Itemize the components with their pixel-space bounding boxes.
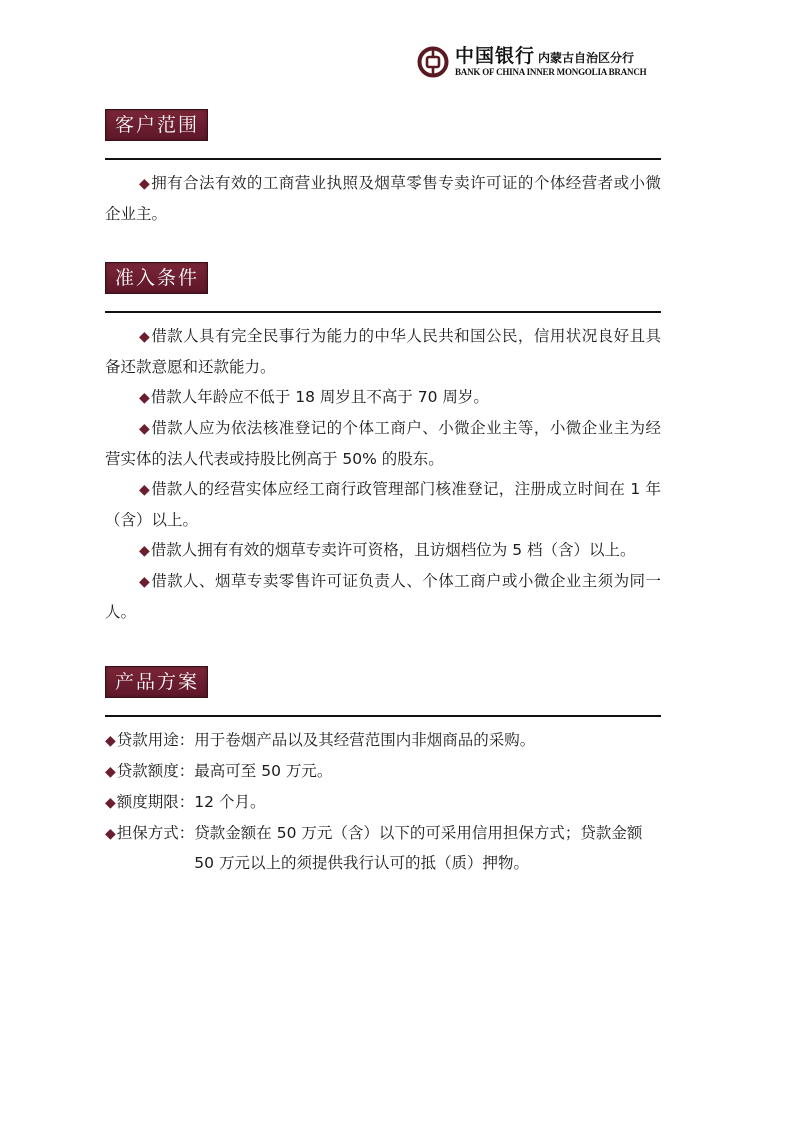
diamond-bullet-icon: ◆ [139,421,151,437]
bank-logo [417,44,667,80]
section-heading: 产品方案 [105,666,208,698]
diamond-bullet-icon: ◆ [105,795,116,811]
list-item: ◆借款人的经营实体应经工商行政管理部门核准登记，注册成立时间在 1 年（含）以上。 [105,480,661,529]
item-value: 最高可至 50 万元。 [194,762,333,780]
diamond-bullet-icon: ◆ [139,390,150,406]
section-customer-scope [105,109,661,229]
list-item: ◆借款人拥有有效的烟草专卖许可资格，且访烟档位为 5 档（含）以上。 [139,541,636,559]
list-item [105,818,661,878]
bank-of-china-logo-icon [417,46,449,78]
list-item [105,756,661,787]
section-heading: 客户范围 [105,109,208,141]
diamond-bullet-icon: ◆ [105,764,116,780]
list-item: ◆借款人应为依法核准登记的个体工商户、小微企业主等，小微企业主为经营实体的法人代表或持股比例高于 50% 的股东。 [105,419,661,468]
list-item: ◆借款人具有完全民事行为能力的中华人民共和国公民，信用状况良好且具备还款意愿和还款能力。 [105,327,661,376]
list-item [105,787,661,818]
section-product-plan [105,666,661,878]
section-divider [105,311,661,313]
item-label: 额度期限： [116,793,195,811]
section-eligibility [105,262,661,627]
diamond-bullet-icon: ◆ [139,176,151,192]
section-heading: 准入条件 [105,262,208,294]
diamond-bullet-icon: ◆ [105,733,116,749]
item-value: 12 个月。 [194,793,266,811]
item-label: 贷款额度： [116,762,195,780]
bank-name-cn: 中国银行 [455,45,536,67]
item-label: 担保方式： [116,824,195,842]
branch-name-cn: 内蒙古自治区分行 [538,51,635,65]
diamond-bullet-icon: ◆ [139,574,151,590]
diamond-bullet-icon: ◆ [139,482,151,498]
diamond-bullet-icon: ◆ [105,826,116,842]
diamond-bullet-icon: ◆ [139,543,150,559]
item-value: 贷款金额在 50 万元（含）以下的可采用信用担保方式；贷款金额 50 万元以上的须提供我行认可的抵（质）押物。 [194,824,643,872]
list-item [105,725,661,756]
list-item: ◆拥有合法有效的工商营业执照及烟草零售专卖许可证的个体经营者或小微企业主。 [105,174,661,223]
item-value: 用于卷烟产品以及其经营范围内非烟商品的采购。 [194,731,536,749]
section-divider [105,158,661,160]
list-item: ◆借款人、烟草专卖零售许可证负责人、个体工商户或小微企业主须为同一人。 [105,572,661,621]
bank-name-en: BANK OF CHINA INNER MONGOLIA BRANCH [455,67,647,77]
list-item: ◆借款人年龄应不低于 18 周岁且不高于 70 周岁。 [139,388,489,406]
diamond-bullet-icon: ◆ [139,329,151,345]
item-label: 贷款用途： [116,731,195,749]
section-divider [105,715,661,717]
